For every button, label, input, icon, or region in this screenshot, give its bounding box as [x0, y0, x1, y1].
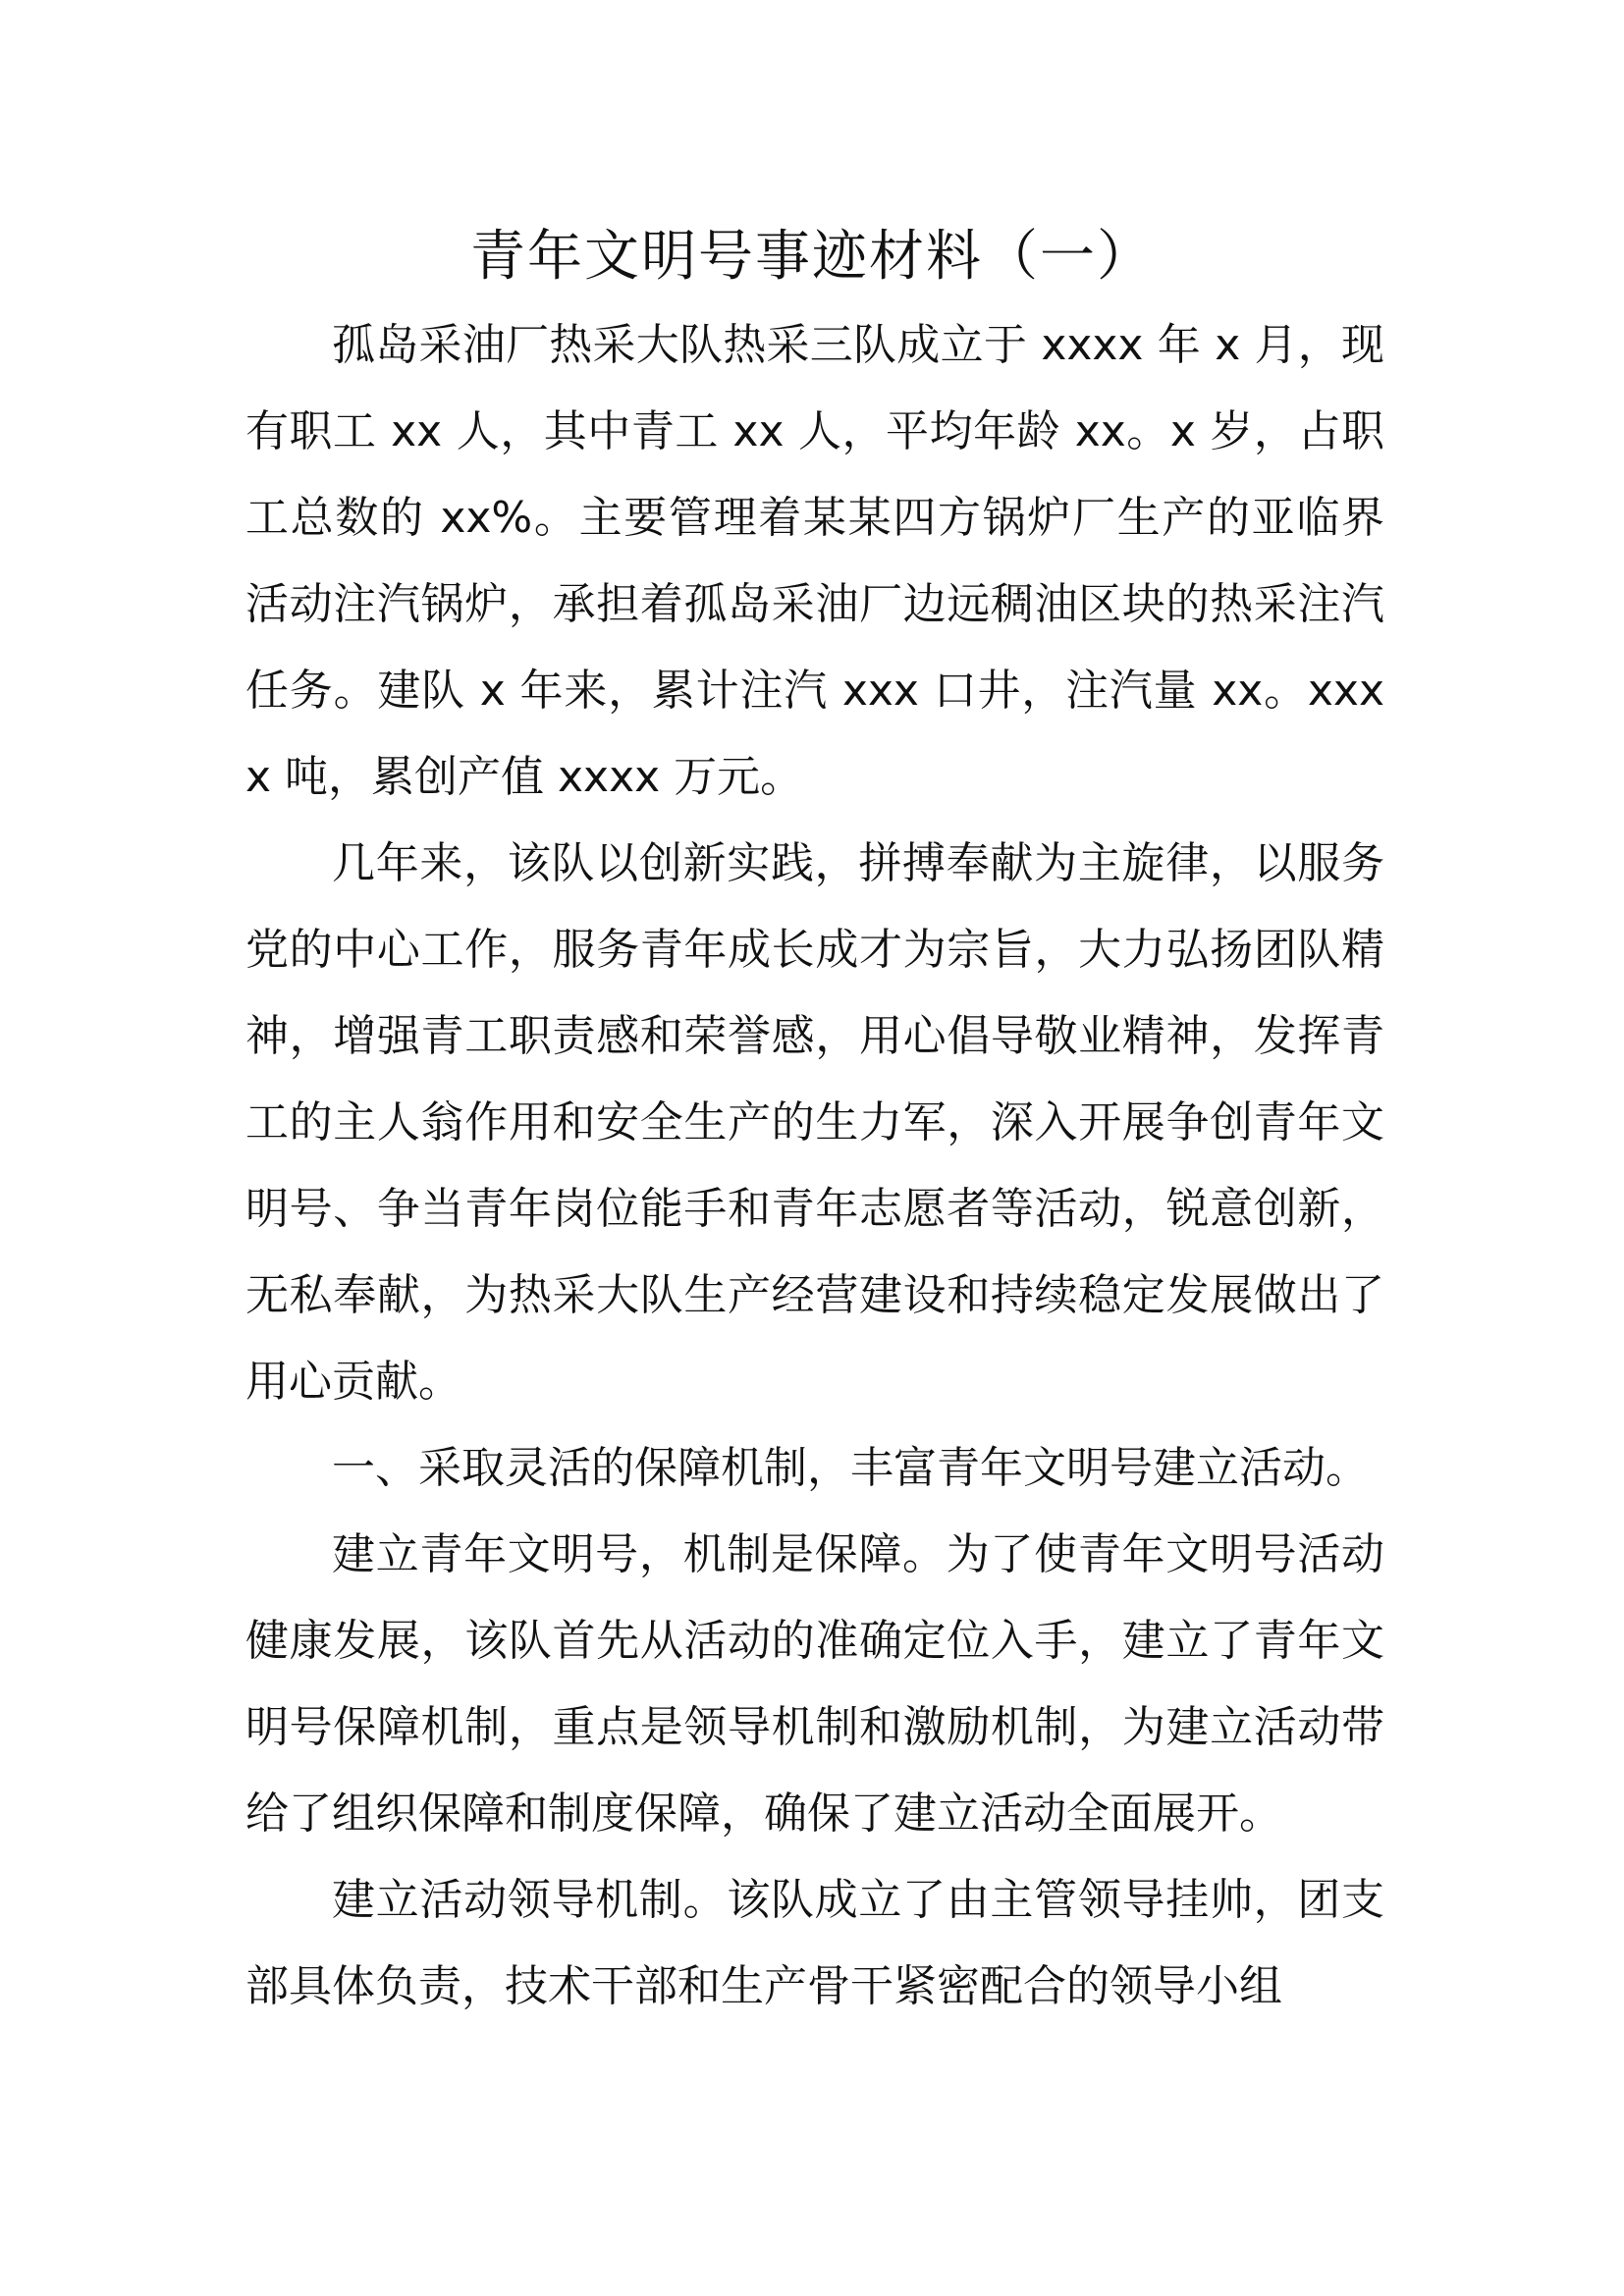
document-title: 青年文明号事迹材料（一） — [470, 225, 1154, 289]
paragraph: 几年来，该队以创新实践，拼搏奉献为主旋律，以服务党的中心工作，服务青年成长成才为宗旨，大力弘扬团队精神，增强青工职责感和荣誉感，用心倡导敬业精神，发挥青工的主人翁作用和安全生产的生力军，深入开展争创青年文明号、争当青年岗位能手和青年志愿者等活动，锐意创新，无私奉献，为热采大队生产经营建设和持续稳定发展做出了用心贡献。 — [245, 838, 1384, 1407]
section-heading: 一、采取灵活的保障机制，丰富青年文明号建立活动。 — [332, 1443, 1369, 1493]
paragraph: 建立青年文明号，机制是保障。为了使青年文明号活动健康发展，该队首先从活动的准确定位入手，建立了青年文明号保障机制，重点是领导机制和激励机制，为建立活动带给了组织保障和制度保障，确保了建立活动全面展开。 — [245, 1529, 1384, 1839]
paragraph: 建立活动领导机制。该队成立了由主管领导挂帅，团支部具体负责，技术干部和生产骨干紧密配合的领导小组 — [245, 1875, 1384, 2011]
document-body — [245, 302, 1384, 2030]
paragraph: 孤岛采油厂热采大队热采三队成立于 xxxx 年 x 月，现有职工 xx 人，其中青工 xx 人，平均年龄 xx。x 岁，占职工总数的 xx%。主要管理着某某四方锅炉厂生产的亚临界活动注汽锅炉，承担着孤岛采油厂边远稠油区块的热采注汽任务。建队 x 年来，累计注汽 xxx 口井，注汽量 xx。xxxx 吨，累创产值 xxxx 万元。 — [245, 320, 1384, 802]
